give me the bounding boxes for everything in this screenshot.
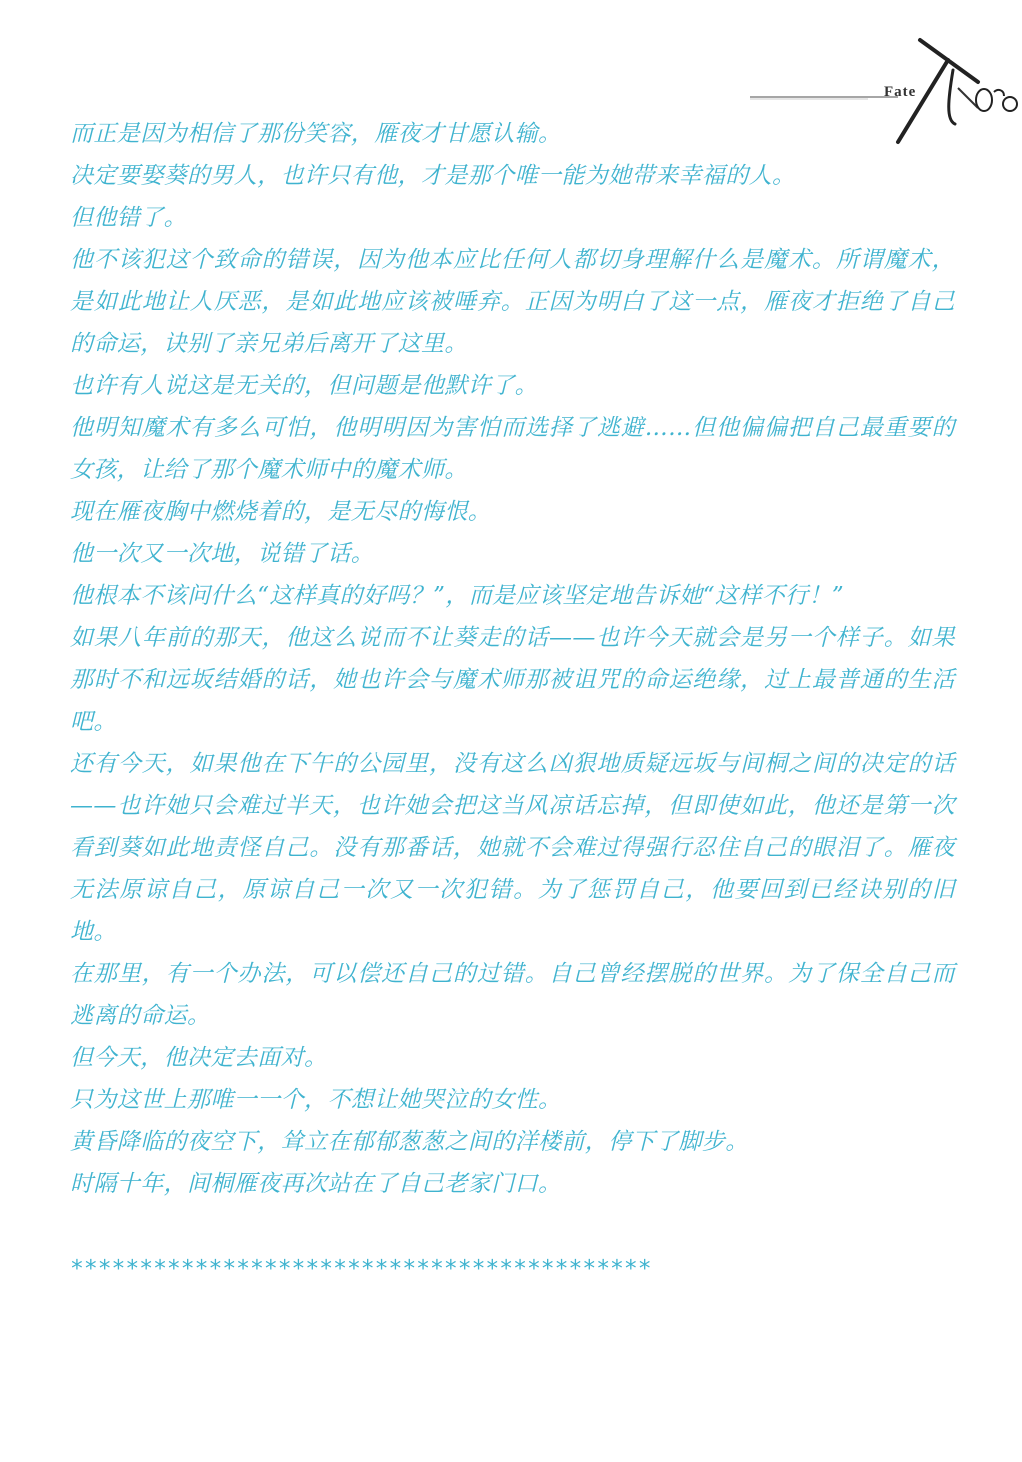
paragraph: 而正是因为相信了那份笑容，雁夜才甘愿认输。 [70,121,562,147]
paragraph: 还有今天，如果他在下午的公园里，没有这么凶狠地质疑远坂与间桐之间的决定的话——也许她只会难过半天，也许她会把这当风凉话忘掉，但即使如此，他还是第一次看到葵如此地责怪自己。没有那番话，她就不会难过得强行忍住自己的眼泪了。雁夜无法原谅自己，原谅自己一次又一次犯错。为了惩罚自己，他要回到已经诀别的旧地。 [70,751,955,945]
paragraph: 现在雁夜胸中燃烧着的，是无尽的悔恨。 [70,499,492,525]
paragraph: 时隔十年，间桐雁夜再次站在了自己老家门口。 [70,1171,562,1197]
paragraph: 他明知魔术有多么可怕，他明明因为害怕而选择了逃避……但他偏偏把自己最重要的女孩，让给了那个魔术师中的魔术师。 [70,415,955,483]
paragraph: 只为这世上那唯一一个，不想让她哭泣的女性。 [70,1087,562,1113]
paragraph: 决定要娶葵的男人，也许只有他，才是那个唯一能为她带来幸福的人。 [70,163,796,189]
paragraph: 他不该犯这个致命的错误，因为他本应比任何人都切身理解什么是魔术。所谓魔术，是如此地让人厌恶，是如此地应该被唾弃。正因为明白了这一点，雁夜才拒绝了自己的命运，诀别了亲兄弟后离开了这里。 [70,247,955,357]
paragraph: 但今天，他决定去面对。 [70,1045,328,1071]
paragraph: 但他错了。 [70,205,187,231]
main-text [70,113,955,1205]
paragraph: 黄昏降临的夜空下，耸立在郁郁葱葱之间的洋楼前，停下了脚步。 [70,1129,749,1155]
paragraph: 他一次又一次地，说错了话。 [70,541,375,567]
paragraph: 在那里，有一个办法，可以偿还自己的过错。自己曾经摆脱的世界。为了保全自己而逃离的命运。 [70,961,955,1029]
paragraph: 如果八年前的那天，他这么说而不让葵走的话——也许今天就会是另一个样子。如果那时不和远坂结婚的话，她也许会与魔术师那被诅咒的命运绝缘，过上最普通的生活吧。 [70,625,955,735]
section-separator: ****************************************** [70,1256,652,1282]
svg-text:Fate: Fate [884,84,917,100]
paragraph: 他根本不该问什么“这样真的好吗？”，而是应该坚定地告诉她“这样不行！” [70,583,845,609]
paragraph: 也许有人说这是无关的，但问题是他默许了。 [70,373,538,399]
